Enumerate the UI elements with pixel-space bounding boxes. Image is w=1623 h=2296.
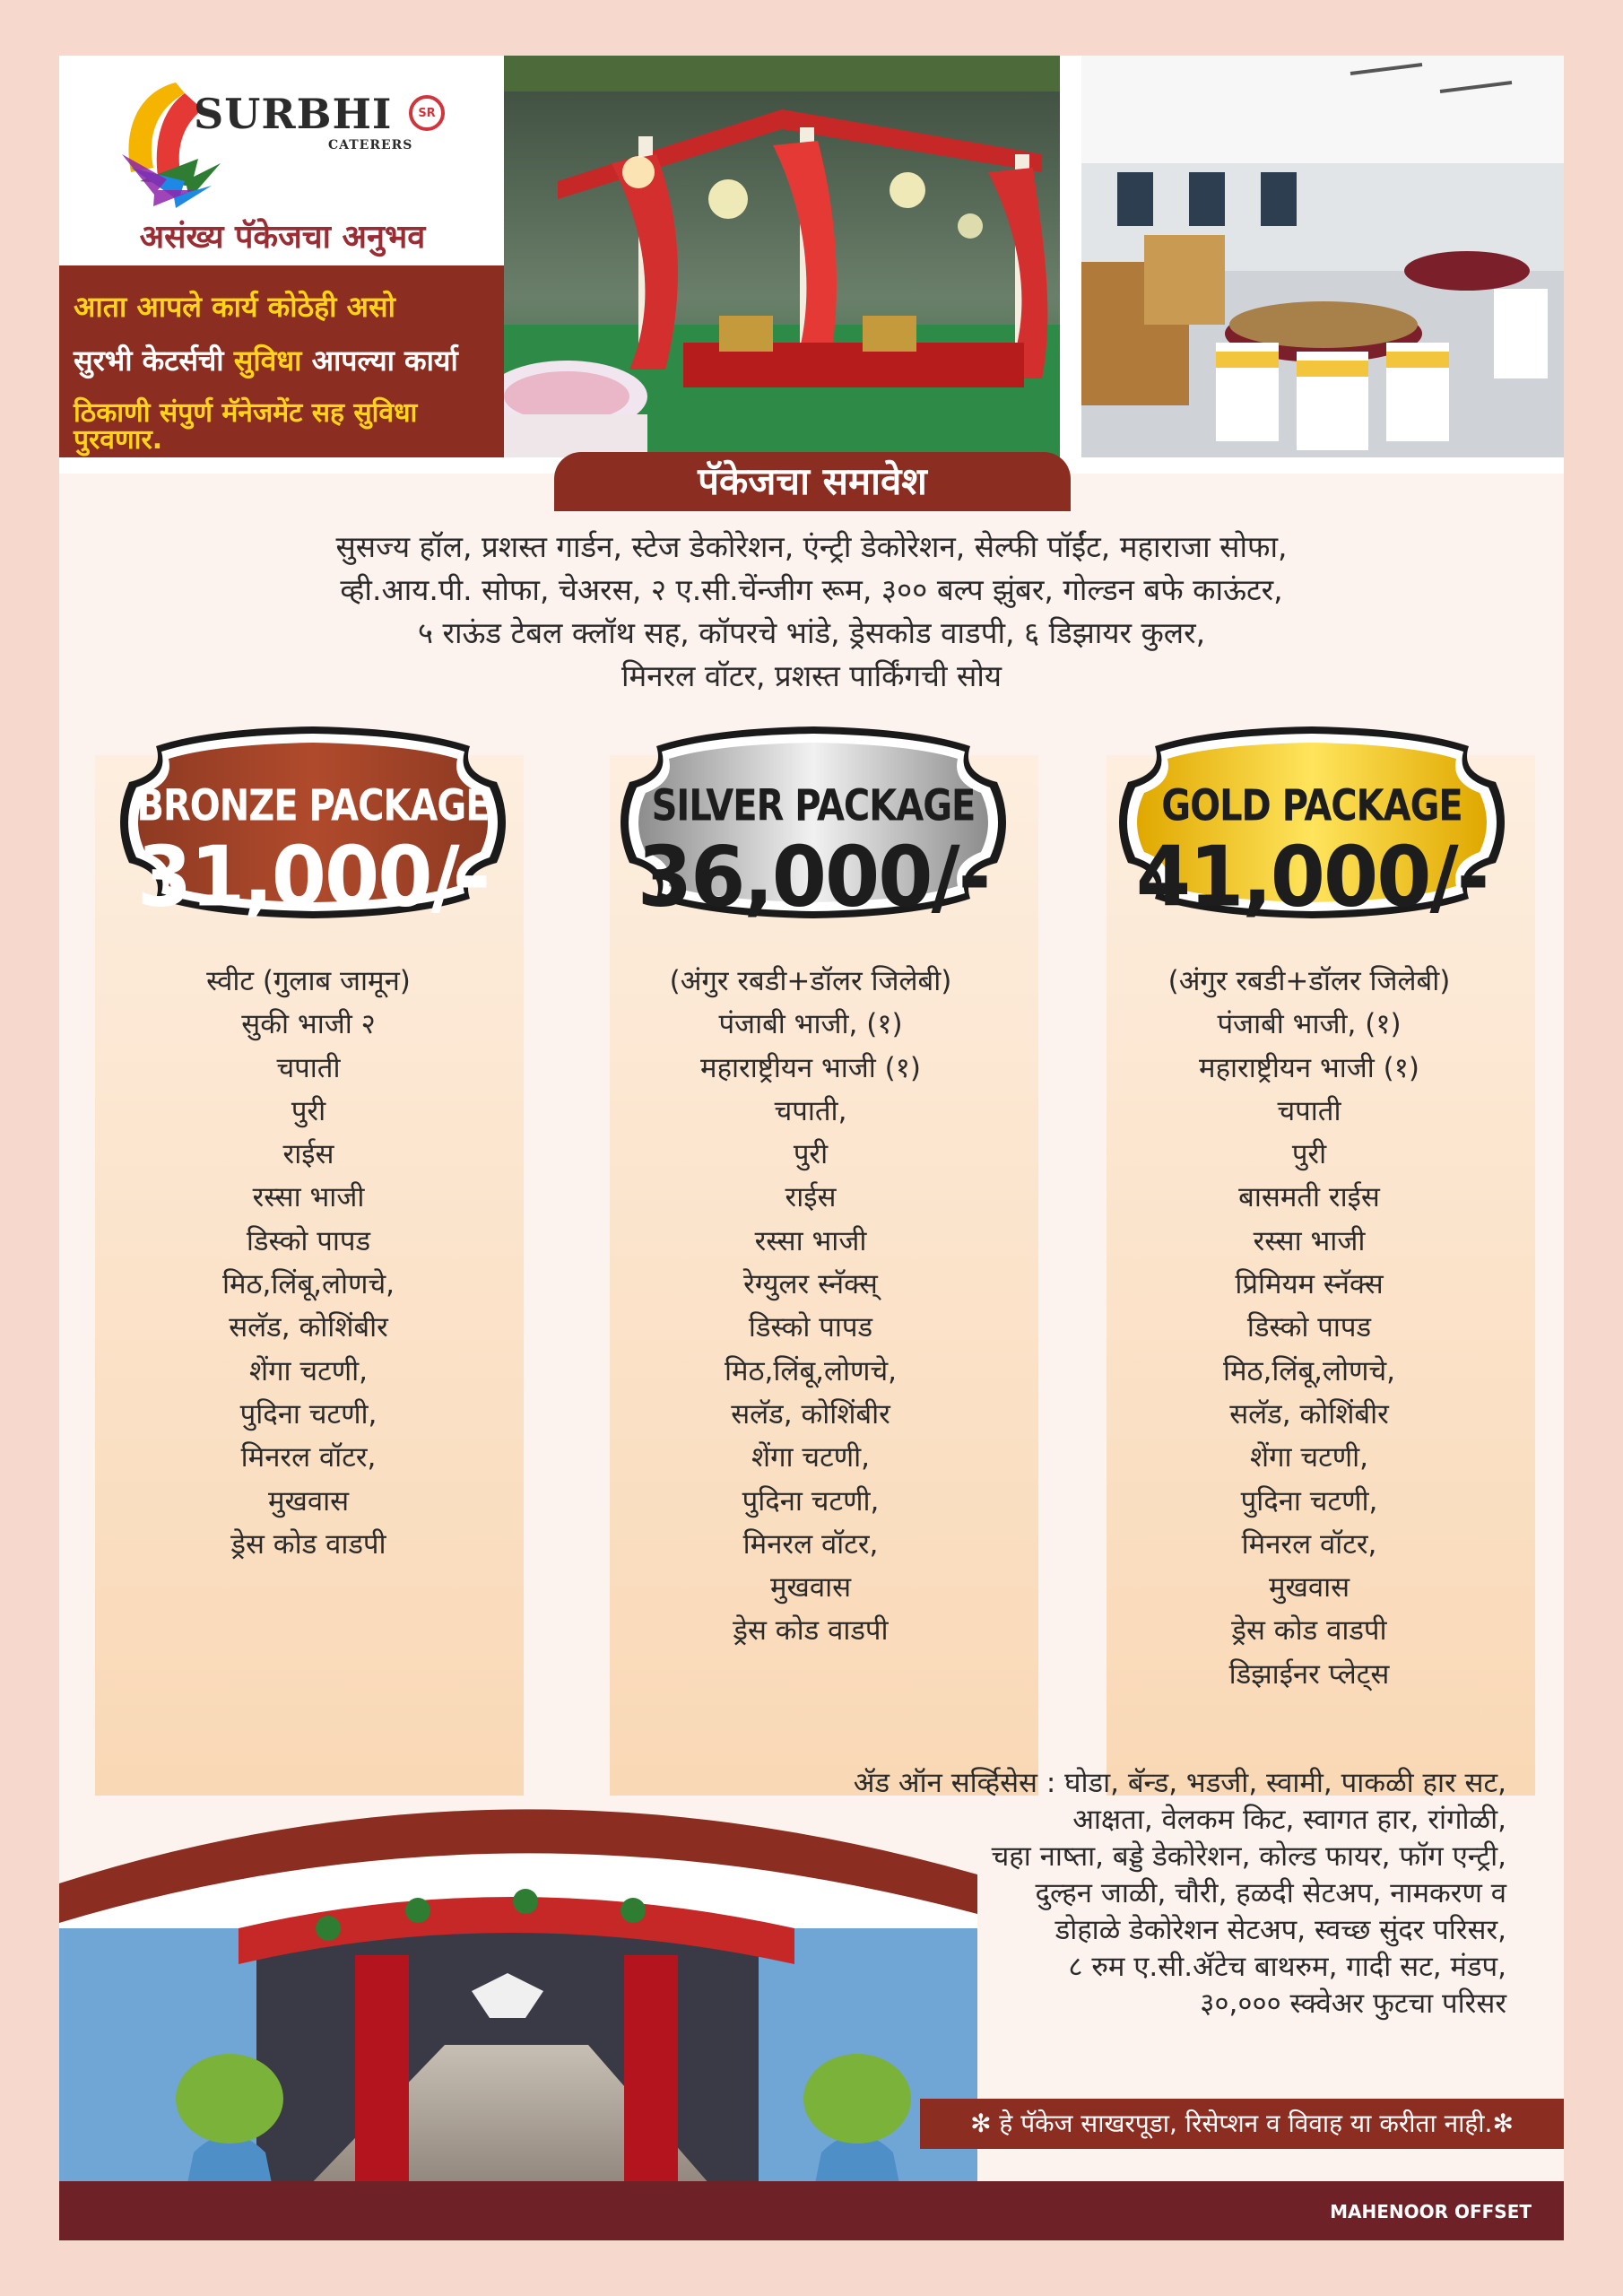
package-name: SILVER PACKAGE — [651, 781, 976, 831]
garden-stage-photo — [504, 56, 1060, 457]
menu-item: पुरी — [291, 1094, 326, 1127]
menu-item: मिनरल वॉटर, — [742, 1527, 879, 1561]
menu-item: (अंगुर रबडी+डॉलर जिलेबी) — [1167, 965, 1451, 997]
addon-line: आक्षता, वेलकम किट, स्वागत हार, रांगोळी, — [1072, 1804, 1506, 1836]
menu-item: मिठ,लिंबू,लोणचे, — [1222, 1354, 1396, 1387]
menu-item: मिनरल वॉटर, — [1241, 1527, 1377, 1561]
bronze-menu-list — [59, 960, 560, 1566]
silver-menu-list — [560, 960, 1062, 1653]
menu-item: ड्रेस कोड वाडपी — [733, 1614, 889, 1648]
printer-credit: MAHENOOR OFFSET — [1330, 2201, 1532, 2222]
menu-item: प्रिमियम स्नॅक्स — [1235, 1268, 1384, 1301]
menu-item: बासमती राईस — [1238, 1181, 1380, 1214]
logo-area — [59, 56, 506, 265]
menu-item: महाराष्ट्रीयन भाजी (१) — [1199, 1051, 1419, 1084]
bronze-package-badge — [102, 710, 524, 935]
brand-mark-icon: SR — [409, 95, 445, 131]
disclaimer-note: ✻ हे पॅकेज साखरपूडा, रिसेप्शन व विवाह या करीता नाही.✻ — [920, 2099, 1564, 2149]
gold-menu-list — [1058, 960, 1560, 1696]
menu-item: शेंगा चटणी, — [751, 1441, 871, 1474]
package-price: 31,000/- — [136, 828, 490, 926]
menu-item: शेंगा चटणी, — [248, 1354, 369, 1387]
menu-item: शेंगा चटणी, — [1249, 1441, 1369, 1474]
menu-item: सलॅड, कोशिंबीर — [731, 1397, 890, 1431]
menu-item: (अंगुर रबडी+डॉलर जिलेबी) — [669, 965, 952, 997]
menu-item: रस्सा भाजी — [252, 1181, 365, 1214]
inclusion-line: ५ राऊंड टेबल क्लॉथ सह, कॉपरचे भांडे, ड्रेसकोड वाडपी, ६ डिझायर कुलर, — [417, 615, 1206, 650]
menu-item: पंजाबी भाजी, (१) — [718, 1008, 903, 1041]
addon-line: दुल्हन जाळी, चौरी, हळदी सेटअप, नामकरण व — [1035, 1877, 1506, 1909]
inclusion-title: पॅकेजचा समावेश — [554, 452, 1071, 511]
menu-item: पुदिना चटणी, — [1240, 1484, 1378, 1518]
photo-divider — [1060, 56, 1081, 457]
menu-item: सुकी भाजी २ — [241, 1008, 376, 1041]
package-name: GOLD PACKAGE — [1161, 781, 1462, 831]
intro-line-2-c: आपल्या कार्या — [301, 344, 458, 378]
inclusion-line: सुसज्य हॉल, प्रशस्त गार्डन, स्टेज डेकोरेशन, एंन्ट्री डेकोरेशन, सेल्फी पॉईंट, महाराजा सोफा, — [335, 529, 1288, 564]
menu-item: मिनरल वॉटर, — [240, 1441, 377, 1474]
menu-item: चपाती, — [774, 1094, 847, 1127]
menu-item: ड्रेस कोड वाडपी — [1231, 1614, 1387, 1648]
menu-item: रस्सा भाजी — [754, 1224, 867, 1257]
menu-item: पंजाबी भाजी, (१) — [1217, 1008, 1402, 1041]
addon-line: ८ रुम ए.सी.ॲटेच बाथरुम, गादी सट, मंडप, — [1068, 1951, 1506, 1983]
menu-item: राईस — [282, 1138, 334, 1171]
menu-item: मुखवास — [1268, 1571, 1350, 1605]
menu-item: पुरी — [793, 1138, 829, 1171]
menu-item: ड्रेस कोड वाडपी — [230, 1527, 386, 1561]
menu-item: चपाती — [276, 1051, 341, 1084]
menu-item: सलॅड, कोशिंबीर — [1229, 1397, 1389, 1431]
intro-line-1: आता आपले कार्य कोठेही असो — [74, 290, 395, 324]
footer-bar — [59, 2181, 1564, 2240]
menu-item: मिठ,लिंबू,लोणचे, — [221, 1268, 395, 1301]
inclusion-text — [140, 526, 1483, 698]
addon-services — [735, 1765, 1506, 2022]
intro-line-3: ठिकाणी संपुर्ण मॅनेजमेंट सह सुविधा पुरवणार. — [74, 397, 418, 456]
menu-item: महाराष्ट्रीयन भाजी (१) — [700, 1051, 921, 1084]
gold-package-badge — [1101, 710, 1523, 935]
brand-subtitle: CATERERS — [328, 138, 413, 152]
silver-package-badge — [603, 710, 1024, 935]
intro-line-2-a: सुरभी केटर्सची — [74, 344, 234, 378]
tagline: असंख्य पॅकेजचा अनुभव — [139, 219, 426, 256]
menu-item: पुरी — [1291, 1138, 1327, 1171]
menu-item: पुदिना चटणी, — [742, 1484, 880, 1518]
inclusion-line: व्ही.आय.पी. सोफा, चेअरस, २ ए.सी.चेंन्जीग रूम, ३०० बल्प झुंबर, गोल्डन बफे काऊंटर, — [340, 572, 1283, 607]
menu-item: डिस्को पापड — [1246, 1311, 1372, 1344]
addon-line: डोहाळे डेकोरेशन सेटअप, स्वच्छ सुंदर परिसर, — [1055, 1914, 1506, 1946]
menu-item: चपाती — [1277, 1094, 1341, 1127]
intro-line-2-b: सुविधा — [233, 344, 302, 378]
addon-line: ॲड ऑन सर्व्हिसेस : घोडा, बॅन्ड, भडजी, स्वामी, पाकळी हार सट, — [853, 1767, 1506, 1799]
menu-item: रेग्युलर स्नॅक्स् — [743, 1268, 878, 1301]
menu-item: डिस्को पापड — [748, 1311, 873, 1344]
menu-item: मिठ,लिंबू,लोणचे, — [724, 1354, 898, 1387]
intro-line-2 — [74, 344, 458, 378]
menu-item: डिझाईनर प्लेट्स — [1228, 1657, 1390, 1691]
flyer-page — [59, 56, 1564, 2240]
menu-item: मुखवास — [267, 1484, 350, 1518]
addon-line: चहा नाष्ता, बड्डे डेकोरेशन, कोल्ड फायर, फॉग एन्ट्री, — [991, 1840, 1506, 1873]
menu-item: पुदिना चटणी, — [239, 1397, 378, 1431]
addon-line: ३०,००० स्क्वेअर फुटचा परिसर — [1200, 1987, 1506, 2020]
package-name: BRONZE PACKAGE — [136, 781, 490, 831]
menu-item: मुखवास — [769, 1571, 852, 1605]
menu-item: स्वीट (गुलाब जामून) — [206, 965, 411, 997]
brand-name: SURBHI — [194, 90, 393, 138]
menu-item: डिस्को पापड — [246, 1224, 371, 1257]
inclusion-line: मिनरल वॉटर, प्रशस्त पार्किंगची सोय — [621, 658, 1002, 693]
menu-item: सलॅड, कोशिंबीर — [229, 1311, 388, 1344]
menu-item: रस्सा भाजी — [1253, 1224, 1366, 1257]
intro-box — [59, 265, 506, 457]
menu-item: राईस — [785, 1181, 837, 1214]
banquet-hall-photo — [1081, 56, 1564, 457]
package-price: 41,000/- — [1135, 828, 1488, 926]
package-price: 36,000/- — [637, 828, 990, 926]
